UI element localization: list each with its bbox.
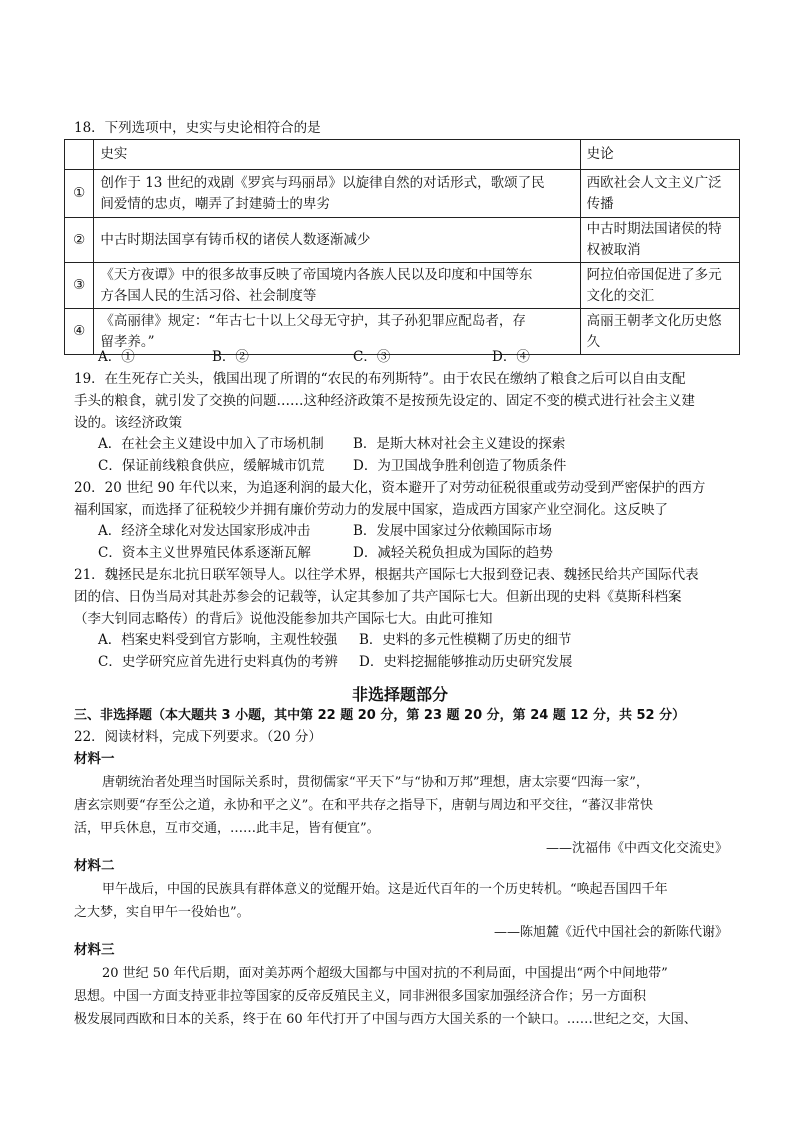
q19-stem-line: 设的。该经济政策	[74, 415, 182, 431]
q20-stem-line: 福利国家，而选择了征税较少并拥有廉价劳动力的发展中国家，造成西方国家产业空洞化。这反映了	[74, 502, 668, 518]
row-view	[580, 170, 739, 218]
q20-stem-line: 20．20 世纪 90 年代以来，为追逐利润的最大化，资本避开了对劳动征税很重或劳动受到严密保护的西方	[74, 480, 706, 496]
row-view-line: 文化的交汇	[586, 287, 655, 304]
row-view-line: 权被取消	[586, 242, 641, 258]
q21-stem-line: （李大钊同志略传）的背后》说他没能参加共产国际七大。由此可推知	[74, 611, 493, 627]
material-2-line: 之大梦，实自甲午一役始也”。	[74, 905, 250, 920]
row-num: ②	[65, 218, 94, 263]
table-row	[65, 263, 740, 309]
row-fact-line: 留孝养。”	[100, 333, 155, 350]
q21-option-b[interactable]: B．史料的多元性模糊了历史的细节	[359, 632, 572, 648]
row-fact	[94, 309, 580, 355]
row-view-line: 西欧社会人文主义广泛	[586, 174, 722, 191]
row-fact-line: 《高丽律》规定：“年古七十以上父母无守护，其子孙犯罪应配岛者，存	[100, 312, 526, 329]
q20-option-a[interactable]: A．经济全球化对发达国家形成冲击	[98, 523, 311, 539]
q21-option-c[interactable]: C．史学研究应首先进行史料真伪的考辨	[98, 654, 338, 670]
row-num: ③	[65, 263, 94, 309]
q19-option-b[interactable]: B．是斯大林对社会主义建设的探索	[353, 436, 566, 452]
q19-stem-line: 手头的粮食，就引发了交换的问题……这种经济政策不是按预先设定的、固定不变的模式进行社会主义建	[74, 393, 695, 409]
material-3-line: 思想。中国一方面支持亚非拉等国家的反帝反殖民主义，同非洲很多国家加强经济合作；另一方面积	[74, 989, 647, 1004]
material-1-line: 唐朝统治者处理当时国际关系时，贯彻儒家“平天下”与“协和万邦”理想，唐太宗要“四海一家”，	[102, 775, 649, 790]
q18-option-b[interactable]: B．②	[212, 349, 249, 365]
material-3-line: 20 世纪 50 年代后期，面对美苏两个超级大国都与中国对抗的不利局面，中国提出“两个中间地带”	[102, 966, 668, 981]
row-fact	[94, 218, 580, 263]
q18-option-d[interactable]: D．④	[492, 349, 530, 365]
q21-stem-line: 21．魏拯民是东北抗日联军领导人。以往学术界，根据共产国际七大报到登记表、魏拯民给共产国际代表	[74, 567, 699, 583]
row-num: ①	[65, 170, 94, 218]
q18-table	[64, 139, 740, 355]
table-row	[65, 170, 740, 218]
q18-option-c[interactable]: C．③	[353, 349, 391, 365]
header-fact-cell: 史实	[94, 140, 580, 170]
q20-option-c[interactable]: C．资本主义世界殖民体系逐渐瓦解	[98, 545, 311, 561]
row-fact-line: 方各国人民的生活习俗、社会制度等	[100, 287, 317, 304]
section-title: 非选择题部分	[351, 685, 448, 704]
row-view	[580, 263, 739, 309]
material-2-title: 材料二	[74, 858, 115, 874]
material-1-citation: ——沈福伟《中西文化交流史》	[545, 841, 728, 856]
row-fact	[94, 170, 580, 218]
q20-option-b[interactable]: B．发展中国家过分依赖国际市场	[353, 523, 552, 539]
material-1-line: 活，甲兵休息，互市交通，……此丰足，皆有便宜”。	[74, 821, 380, 836]
row-fact-line: 间爱情的忠贞，嘲弄了封建骑士的卑劣	[100, 195, 330, 212]
row-fact-line: 《天方夜谭》中的很多故事反映了帝国境内各族人民以及印度和中国等东	[100, 266, 533, 283]
material-1-title: 材料一	[74, 751, 115, 767]
q21-stem-line: 团的信、日伪当局对其赴苏参会的记载等，认定其参加了共产国际七大。但新出现的史料《莫斯科档案	[74, 589, 682, 605]
row-fact	[94, 263, 580, 309]
row-num: ④	[65, 309, 94, 355]
section3-header: 三、非选择题（本大题共 3 小题，其中第 22 题 20 分，第 23 题 20 分，第 24 题 12 分，共 52 分）	[74, 708, 686, 723]
material-3-title: 材料三	[74, 942, 115, 958]
row-view-line: 高丽王朝孝文化历史悠	[586, 312, 722, 329]
q19-option-c[interactable]: C．保证前线粮食供应，缓解城市饥荒	[98, 458, 325, 474]
q20-option-d[interactable]: D．减轻关税负担成为国际的趋势	[353, 545, 553, 561]
row-view	[580, 218, 739, 263]
q21-option-a[interactable]: A．档案史料受到官方影响，主观性较强	[98, 632, 338, 648]
material-3-line: 极发展同西欧和日本的关系，终于在 60 年代打开了中国与西方大国关系的一个缺口。……世纪之交，大国、	[74, 1012, 697, 1027]
header-view-cell: 史论	[580, 140, 739, 170]
q19-option-d[interactable]: D．为卫国战争胜利创造了物质条件	[353, 458, 567, 474]
header-num-cell	[65, 140, 94, 170]
material-2-line: 甲午战后，中国的民族具有群体意义的觉醒开始。这是近代百年的一个历史转机。“唤起吾国四千年	[102, 882, 668, 897]
table-row	[65, 309, 740, 355]
row-view-line: 中古时期法国诸侯的特	[586, 221, 722, 237]
q19-stem-line: 19．在生死存亡关头，俄国出现了所谓的“农民的布列斯特”。由于农民在缴纳了粮食之后可以自由支配	[74, 371, 686, 387]
table-header-row	[65, 140, 740, 170]
q21-option-d[interactable]: D．史料挖掘能够推动历史研究发展	[359, 654, 573, 670]
row-view-line: 传播	[586, 195, 614, 212]
row-fact-line: 创作于 13 世纪的戏剧《罗宾与玛丽昂》以旋律自然的对话形式，歌颂了民	[100, 174, 545, 191]
q22-stem: 22．阅读材料，完成下列要求。（20 分）	[74, 729, 322, 745]
q19-option-a[interactable]: A．在社会主义建设中加入了市场机制	[98, 436, 324, 452]
material-2-citation: ——陈旭麓《近代中国社会的新陈代谢》	[493, 925, 728, 940]
table-row	[65, 218, 740, 263]
row-view-line: 阿拉伯帝国促进了多元	[586, 266, 722, 283]
row-view	[580, 309, 739, 355]
row-fact-line: 中古时期法国享有铸币权的诸侯人数逐渐减少	[100, 231, 371, 248]
material-1-line: 唐玄宗则要“存至公之道，永协和平之义”。在和平共存之指导下，唐朝与周边和平交往，“蕃汉非常快	[74, 798, 653, 813]
q18-option-a[interactable]: A．①	[98, 349, 135, 365]
row-view-line: 久	[586, 333, 601, 350]
q18-stem: 18．下列选项中，史实与史论相符合的是	[74, 120, 321, 136]
